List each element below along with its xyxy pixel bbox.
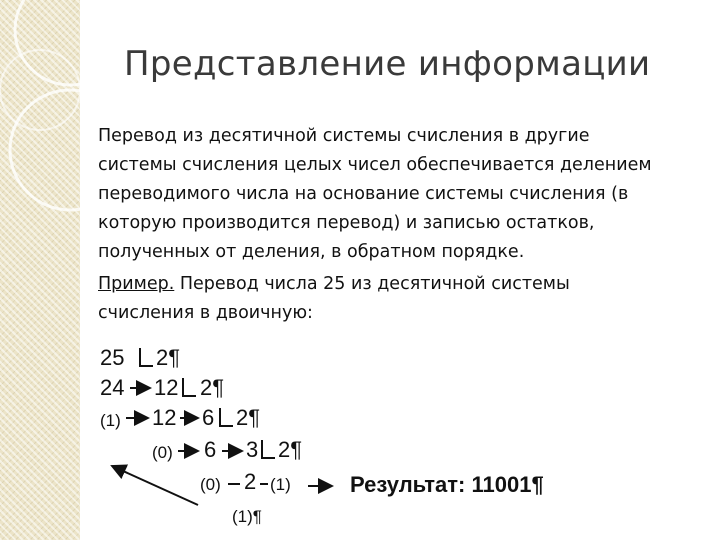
calc-quotient: 12	[152, 405, 177, 430]
calc-quotient: 6	[204, 437, 217, 462]
calc-next: 6	[202, 405, 215, 430]
result-text: Результат: 11001¶	[350, 472, 544, 497]
calc-remainder: (0)	[200, 475, 221, 494]
division-corner	[183, 378, 196, 396]
division-corner	[220, 408, 233, 426]
paragraph-line: которую производится перевод) и записью остатков,	[98, 213, 595, 233]
paragraph-line: Перевод из десятичной системы счисления в другие	[98, 126, 590, 146]
calc-remainder: (1)¶	[232, 507, 262, 526]
division-corner	[262, 440, 275, 458]
division-corner	[140, 348, 153, 366]
calc-divisor: 2¶	[156, 345, 181, 370]
calc-divisor: 2¶	[236, 405, 261, 430]
paragraph-line: системы счисления целых чисел обеспечивается делением	[98, 155, 652, 175]
example-line-2: счисления в двоичную:	[98, 303, 313, 323]
calc-next: 3	[246, 437, 259, 462]
calc-divisor: 2¶	[200, 375, 225, 400]
calc-remainder: (1)	[270, 475, 291, 494]
example-text: Перевод числа 25 из десятичной системы	[174, 274, 570, 294]
reverse-order-arrow	[112, 466, 198, 505]
paragraph-line: полученных от деления, в обратном порядке.	[98, 242, 525, 262]
paragraph-line: переводимого числа на основание системы счисления (в	[98, 184, 629, 204]
calc-quotient: 12	[154, 375, 179, 400]
calc-remainder: (1)	[100, 411, 121, 430]
slide-title: Представление информации	[124, 44, 651, 84]
example-label: Пример.	[98, 274, 175, 294]
calc-dividend: 25	[100, 345, 125, 370]
calc-quotient: 2	[244, 469, 257, 494]
calc-remainder: (0)	[152, 443, 173, 462]
calc-divisor: 2¶	[278, 437, 303, 462]
calc-product: 24	[100, 375, 125, 400]
